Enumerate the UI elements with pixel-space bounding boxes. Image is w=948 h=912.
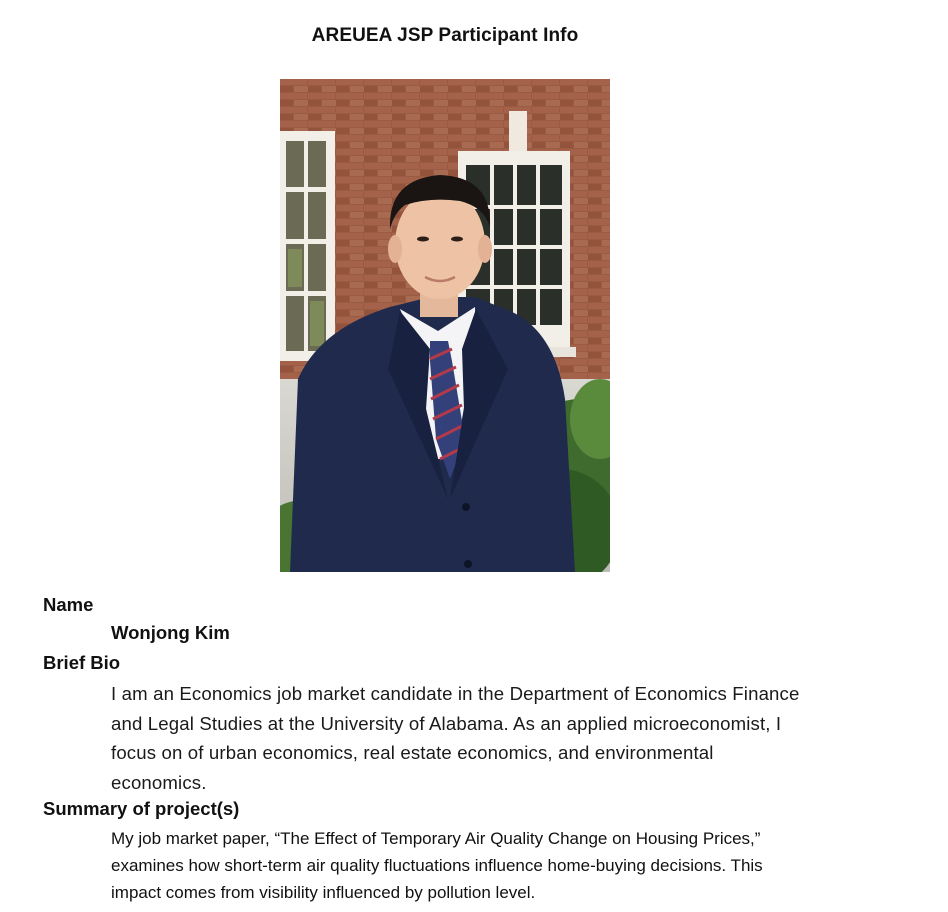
name-label: Name: [43, 594, 94, 615]
portrait-photo: [280, 79, 610, 572]
bio-line: focus on of urban economics, real estate economics, and environmental: [111, 742, 714, 763]
bio-label: Brief Bio: [43, 652, 121, 673]
summary-label: Summary of project(s): [43, 798, 240, 819]
summary-text: [111, 825, 881, 906]
bio-text: [111, 679, 881, 797]
summary-line: impact comes from visibility influenced by pollution level.: [111, 883, 536, 902]
summary-line: My job market paper, “The Effect of Temporary Air Quality Change on Housing Prices,”: [111, 829, 761, 848]
bio-line: and Legal Studies at the University of Alabama. As an applied microeconomist, I: [111, 712, 782, 734]
summary-line: examines how short-term air quality fluctuations influence home-buying decisions. This: [111, 856, 763, 875]
bio-line: economics.: [111, 771, 207, 793]
bio-line: I am an Economics job market candidate in the Department of Economics Finance: [111, 683, 800, 704]
document-title: AREUEA JSP Participant Info: [311, 25, 579, 46]
participant-name: Wonjong Kim: [111, 622, 230, 643]
